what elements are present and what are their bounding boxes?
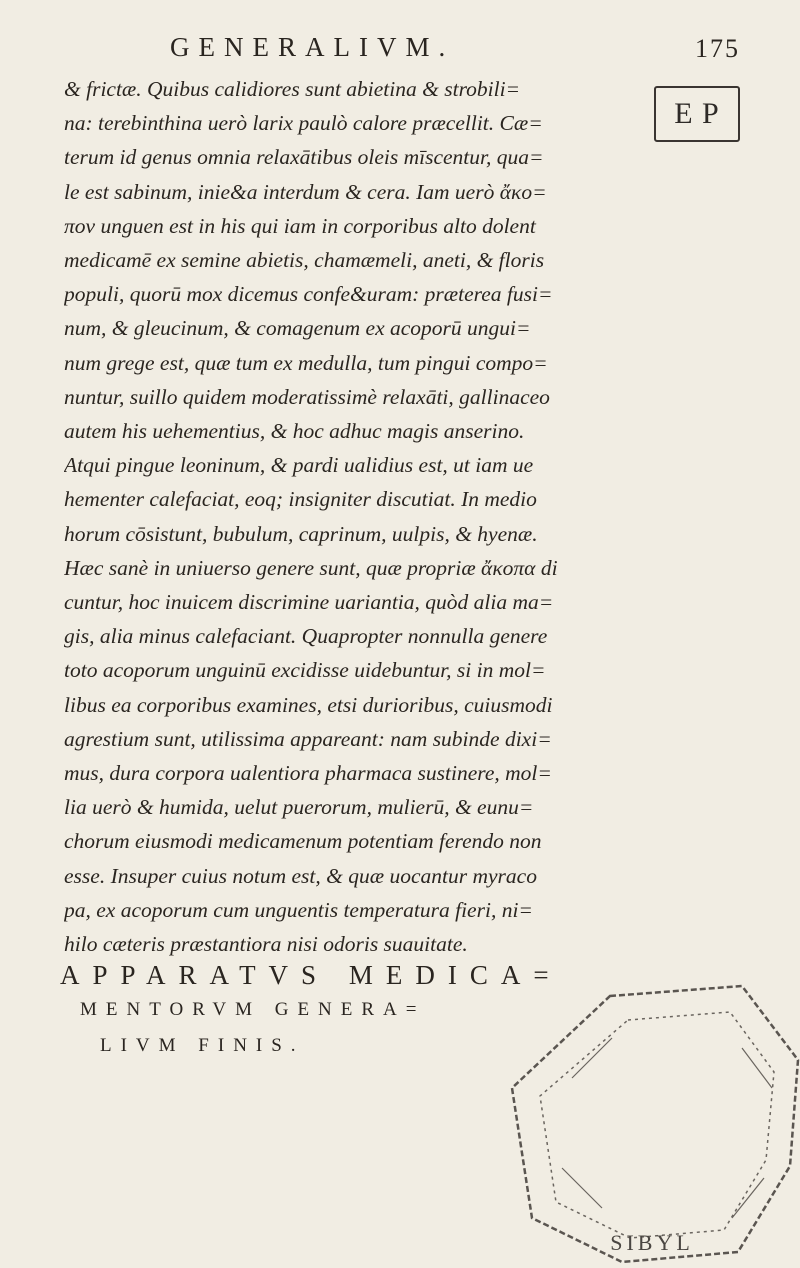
text-line: chorum eiusmodi medicamenum potentiam ferendo non xyxy=(64,829,542,854)
text-line: gis, alia minus calefaciant. Quapropter nonnulla genere xyxy=(64,624,548,649)
text-line: mus, dura corpora ualentiora pharmaca sustinere, mol= xyxy=(64,761,552,786)
text-line: populi, quorū mox dicemus confe&uram: præterea fusi= xyxy=(64,282,553,307)
text-line: cuntur, hoc inuicem discrimine uariantia, quòd alia ma= xyxy=(64,590,554,615)
text-line: autem his uehementius, & hoc adhuc magis anserino. xyxy=(64,419,525,444)
text-line: terum id genus omnia relaxātibus oleis mīscentur, qua= xyxy=(64,145,544,170)
running-head: GENERALIVM. xyxy=(170,32,455,62)
text-line: num grege est, quæ tum ex medulla, tum pingui compo= xyxy=(64,350,548,375)
text-line: num, & gleucinum, & comagenum ex acoporū ungui= xyxy=(64,316,531,341)
text-line: hementer calefaciat, eoq; insigniter discutiat. In medio xyxy=(64,487,537,512)
text-line: hilo cæteris præstantiora nisi odoris suauitate. xyxy=(64,932,468,957)
text-line: agrestium sunt, utilissima appareant: nam subinde dixi= xyxy=(64,726,552,751)
text-line: medicamē ex semine abietis, chamæmeli, aneti, & floris xyxy=(64,248,545,273)
colophon-line-2: MENTORVM GENERA= xyxy=(80,999,426,1020)
text-line: libus ea corporibus examines, etsi durioribus, cuiusmodi xyxy=(64,692,553,717)
page-number: 175 xyxy=(695,34,740,63)
text-line: Atqui pingue leoninum, & pardi ualidius est, ut iam ue xyxy=(64,453,534,478)
text-line: nuntur, suillo quidem moderatissimè relaxāti, gallinaceo xyxy=(64,384,550,409)
text-line: toto acoporum unguinū excidisse uidebuntur, si in mol= xyxy=(64,658,546,683)
seal-text: SIBYL xyxy=(610,1230,694,1255)
body-text xyxy=(64,72,624,961)
text-line: Hæc sanè in uniuerso genere sunt, quæ propriæ ἄκοπα di xyxy=(64,555,558,580)
text-line: horum cōsistunt, bubulum, caprinum, uulpis, & hyenæ. xyxy=(64,521,538,546)
text-line: pa, ex acoporum cum unguentis temperatura fieri, ni= xyxy=(64,897,533,922)
library-stamp: E P xyxy=(654,86,740,142)
colophon-line-1: APPARATVS MEDICA= xyxy=(60,960,562,990)
text-line: lia uerò & humida, uelut puerorum, mulierū, & eunu= xyxy=(64,795,534,820)
text-line: & frictæ. Quibus calidiores sunt abietina & strobili= xyxy=(64,77,521,101)
colophon-line-3: LIVM FINIS. xyxy=(100,1035,305,1056)
text-line: πον unguen est in his qui iam in corporibus alto dolent xyxy=(64,213,536,238)
text-line: na: terebinthina uerò larix paulò calore præcellit. Cæ= xyxy=(64,111,543,136)
text-line: le est sabinum, inie&a interdum & cera. Iam uerò ἄκο= xyxy=(64,179,547,204)
text-line: esse. Insuper cuius notum est, & quæ uocantur myraco xyxy=(64,863,537,888)
library-seal-stamp xyxy=(502,968,800,1268)
